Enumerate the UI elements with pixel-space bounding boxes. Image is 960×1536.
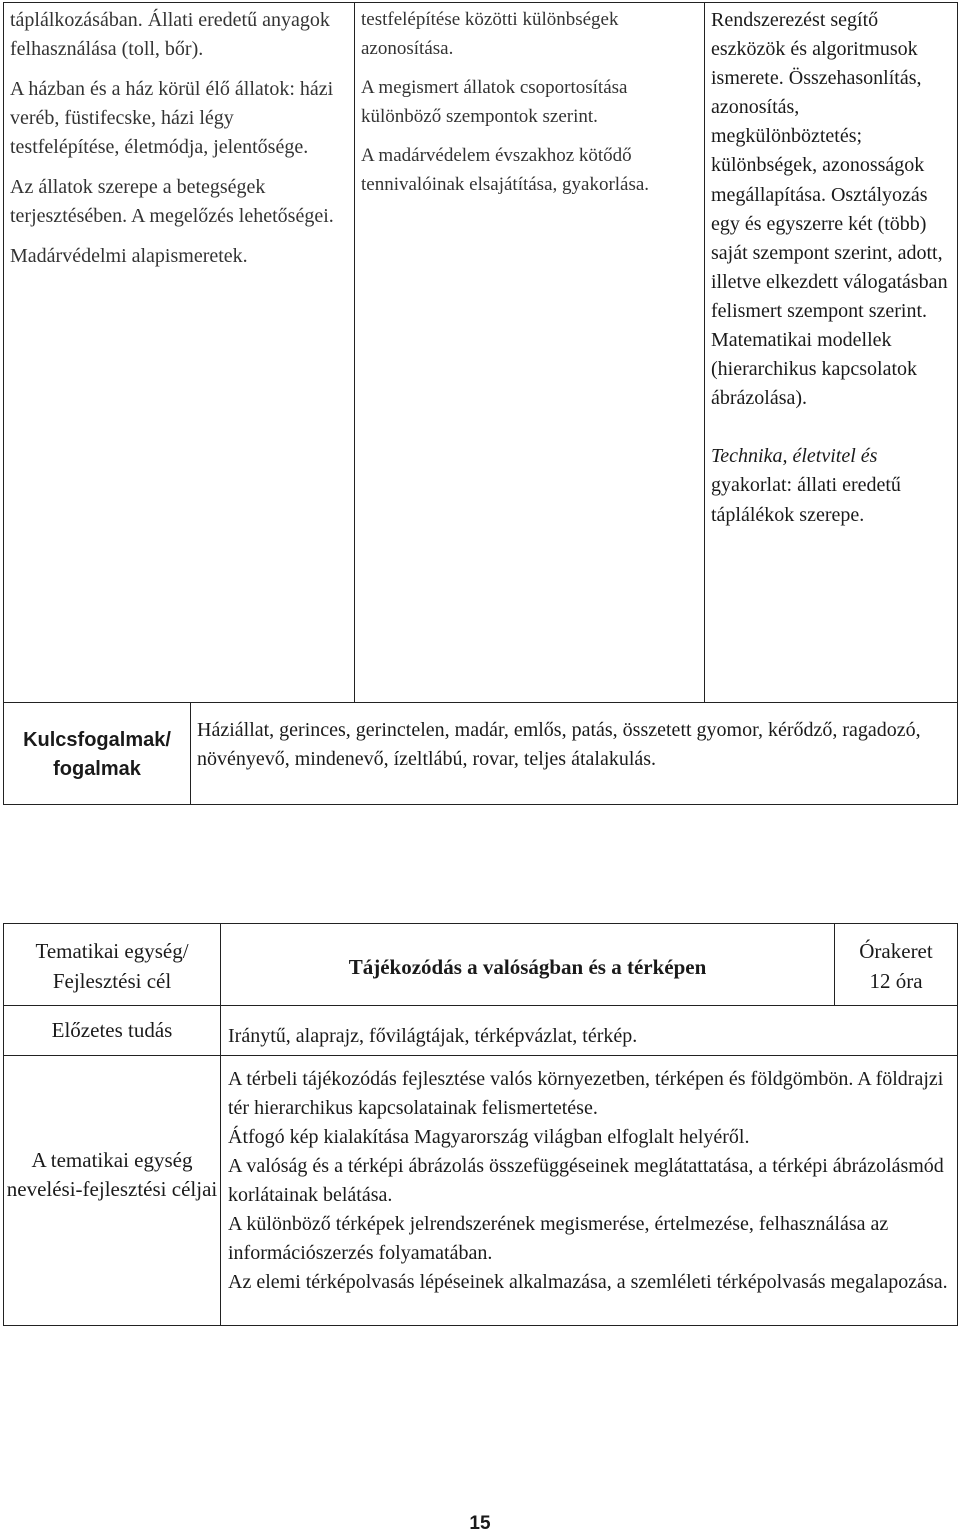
content-paragraph: Rendszerezést segítő eszközök és algoritmusok ismerete. Összehasonlítás, azonosítás, megkülönböztetés; különbségek, azonosságok megállapítása. Osztályozás egy és egyszerre két (több) saját szempont szerint, adott, illetve elkezdett válogatásban felismert szempont szerint. Matematikai modellek (hierarchikus kapcsolatok ábrázolása). <box>711 9 948 410</box>
prior-knowledge-label: Előzetes tudás <box>51 1018 173 1042</box>
goal-item: A valóság és a térképi ábrázolás összefüggéseinek meglátattatása, a térképi ábrázolásmód korlátainak belátása. <box>228 1155 944 1206</box>
content-paragraph: táplálkozásában. Állati eredetű anyagok felhasználása (toll, bőr). <box>10 9 330 60</box>
content-paragraph: A házban és a ház körül élő állatok: házi veréb, füstifecske, házi légy testfelépítése, életmódja, jelentősége. <box>10 78 334 158</box>
content-column-2 <box>361 6 701 199</box>
goal-item: Az elemi térképolvasás lépéseinek alkalmazása, a szemléleti térképolvasás megalapozása. <box>228 1271 948 1293</box>
content-paragraph: A megismert állatok csoportosítása különböző szempontok szerint. <box>361 77 628 127</box>
key-concepts-label: Kulcsfogalmak/ fogalmak <box>23 729 171 780</box>
goal-item: A különböző térképek jelrendszerének megismerése, értelmezése, felhasználása az információszerzés folyamatában. <box>228 1213 889 1264</box>
unit-title: Tájékozódás a valóságban és a térképen <box>348 955 707 979</box>
key-concepts-text: Háziállat, gerinces, gerinctelen, madár, emlős, patás, összetett gyomor, kérődző, ragadozó, növényevő, mindenevő, ízeltlábú, rovar, teljes átalakulás. <box>197 719 921 770</box>
cross-reference-subject: Technika, életvitel és <box>711 445 878 468</box>
hours-label: Órakeret <box>859 939 933 963</box>
page-number: 15 <box>469 1513 491 1534</box>
goal-item: Átfogó kép kialakítása Magyarország világban elfoglalt helyéről. <box>228 1126 750 1148</box>
unit-label: Tematikai egység/ Fejlesztési cél <box>35 939 189 993</box>
goals-list <box>228 1065 952 1297</box>
content-column-1 <box>10 6 348 271</box>
hours-value: 12 óra <box>869 969 923 993</box>
prior-knowledge-text: Iránytű, alaprajz, fővilágtájak, térképvázlat, térkép. <box>228 1025 638 1047</box>
content-column-3 <box>711 6 953 530</box>
content-paragraph: testfelépítése közötti különbségek azonosítása. <box>361 9 619 59</box>
goals-label: A tematikai egység nevelési-fejlesztési céljai <box>6 1148 218 1201</box>
content-paragraph: Az állatok szerepe a betegségek terjesztésében. A megelőzés lehetőségei. <box>10 176 334 227</box>
cross-reference <box>711 442 953 529</box>
content-paragraph: A madárvédelem évszakhoz kötődő tennivalóinak elsajátítása, gyakorlása. <box>361 145 650 195</box>
content-paragraph: Madárvédelmi alapismeretek. <box>10 245 248 267</box>
goal-item: A térbeli tájékozódás fejlesztése valós környezetben, térképen és földgömbön. A földrajzi tér hierarchikus kapcsolatainak felismertetése. <box>228 1068 944 1119</box>
cross-reference-text: gyakorlat: állati eredetű táplálékok szerepe. <box>711 474 901 526</box>
